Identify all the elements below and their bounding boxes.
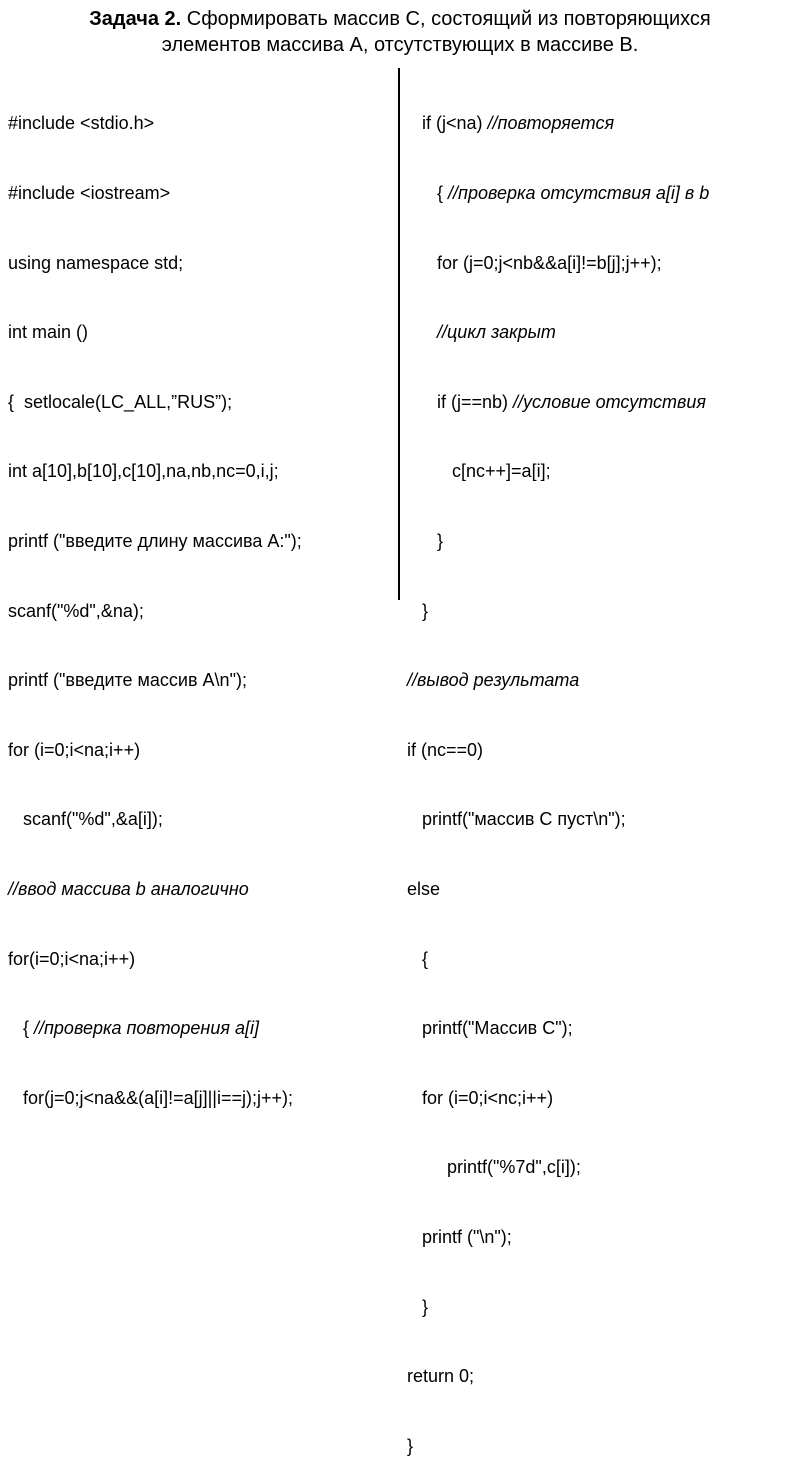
code-comment: //вывод результата: [407, 670, 580, 691]
code-text: if (nc==0): [407, 739, 484, 760]
code-text: int a[10],b[10],c[10],na,nb,nc=0,i,j;: [8, 461, 279, 482]
code-line: [407, 1156, 800, 1179]
code-line: [8, 460, 394, 483]
code-line: [407, 808, 800, 831]
code-line: [407, 669, 800, 692]
code-line: [407, 1017, 800, 1040]
task-label: Задача 2.: [89, 8, 182, 30]
code-line: [407, 460, 800, 483]
code-comment: //проверка отсутствия a[i] в b: [448, 183, 710, 203]
code-text: for (i=0;i<na;i++): [8, 739, 141, 760]
code-text: { setlocale(LC_ALL,”RUS”);: [8, 391, 233, 412]
code-text: scanf("%d",&na);: [8, 600, 144, 621]
code-line: [407, 530, 800, 553]
code-line: [407, 739, 800, 762]
code-text: }: [407, 1296, 429, 1317]
code-line: [8, 1017, 394, 1040]
code-text: printf("%7d",c[i]);: [407, 1157, 581, 1178]
code-text: int main (): [8, 322, 89, 343]
code-text: }: [407, 600, 429, 621]
code-line: [407, 1296, 800, 1319]
code-text: for(i=0;i<na;i++): [8, 948, 136, 969]
code-text: return 0;: [407, 1366, 475, 1387]
code-line: [407, 600, 800, 623]
code-comment: //проверка повторения a[i]: [34, 1018, 259, 1039]
code-line: [8, 321, 394, 344]
code-text: {: [8, 1018, 35, 1039]
code-line: [407, 1365, 800, 1388]
code-line: [407, 391, 800, 414]
code-line: [8, 669, 394, 692]
code-text: {: [407, 183, 449, 203]
code-line: [8, 252, 394, 275]
task-title-line-1: [0, 6, 800, 32]
code-line: [407, 1087, 800, 1110]
code-text: for (j=0;j<nb&&a[i]!=b[j];j++);: [407, 252, 662, 273]
code-text: if (j==nb): [407, 391, 514, 412]
code-text: scanf("%d",&a[i]);: [8, 809, 163, 830]
code-line: [8, 948, 394, 971]
code-text: [407, 322, 437, 342]
code-line: [407, 878, 800, 901]
code-text: using namespace std;: [8, 252, 184, 273]
task-description-part-1: Сформировать массив С, состоящий из повторяющихся: [181, 8, 711, 30]
code-line: [407, 112, 800, 135]
code-line: [8, 1087, 394, 1110]
code-line: [8, 530, 394, 553]
code-text: #include <iostream>: [8, 183, 171, 203]
code-column-left: [8, 66, 394, 1133]
code-text: }: [407, 530, 444, 551]
code-line: [8, 600, 394, 623]
code-text: printf("Массив С");: [407, 1018, 573, 1039]
code-line: [407, 948, 800, 971]
code-text: printf ("\n");: [407, 1226, 512, 1247]
code-line: [407, 321, 800, 344]
code-line: [8, 182, 394, 205]
code-line: [407, 1435, 800, 1458]
code-text: c[nc++]=a[i];: [407, 461, 551, 482]
code-comment: //цикл закрыт: [437, 322, 556, 343]
code-comment: //ввод массива b аналогично: [8, 878, 249, 899]
code-line: [407, 182, 800, 205]
code-comment: //условие отсутствия: [513, 391, 707, 412]
code-text: printf("массив С пуст\n");: [407, 809, 626, 830]
column-divider: [398, 68, 400, 600]
code-text: printf ("введите массив А\n");: [8, 670, 247, 691]
task-header: [0, 6, 800, 58]
code-line: [407, 1226, 800, 1249]
code-line: [407, 252, 800, 275]
task-title-line-2: элементов массива А, отсутствующих в массиве В.: [161, 34, 639, 56]
code-text: {: [407, 948, 429, 969]
code-comment: //повторяется: [487, 113, 615, 134]
code-text: for (i=0;i<nc;i++): [407, 1087, 554, 1108]
code-line: [8, 808, 394, 831]
code-line: [8, 391, 394, 414]
code-line: [8, 112, 394, 135]
code-text: if (j<na): [407, 113, 488, 134]
code-text: for(j=0;j<na&&(a[i]!=a[j]||i==j);j++);: [8, 1087, 293, 1108]
code-text: printf ("введите длину массива А:");: [8, 530, 302, 551]
code-text: }: [407, 1435, 414, 1456]
code-text: #include <stdio.h>: [8, 113, 155, 134]
code-column-right: [407, 66, 800, 1481]
code-text: else: [407, 878, 441, 899]
code-line: [8, 878, 394, 901]
code-line: [8, 739, 394, 762]
